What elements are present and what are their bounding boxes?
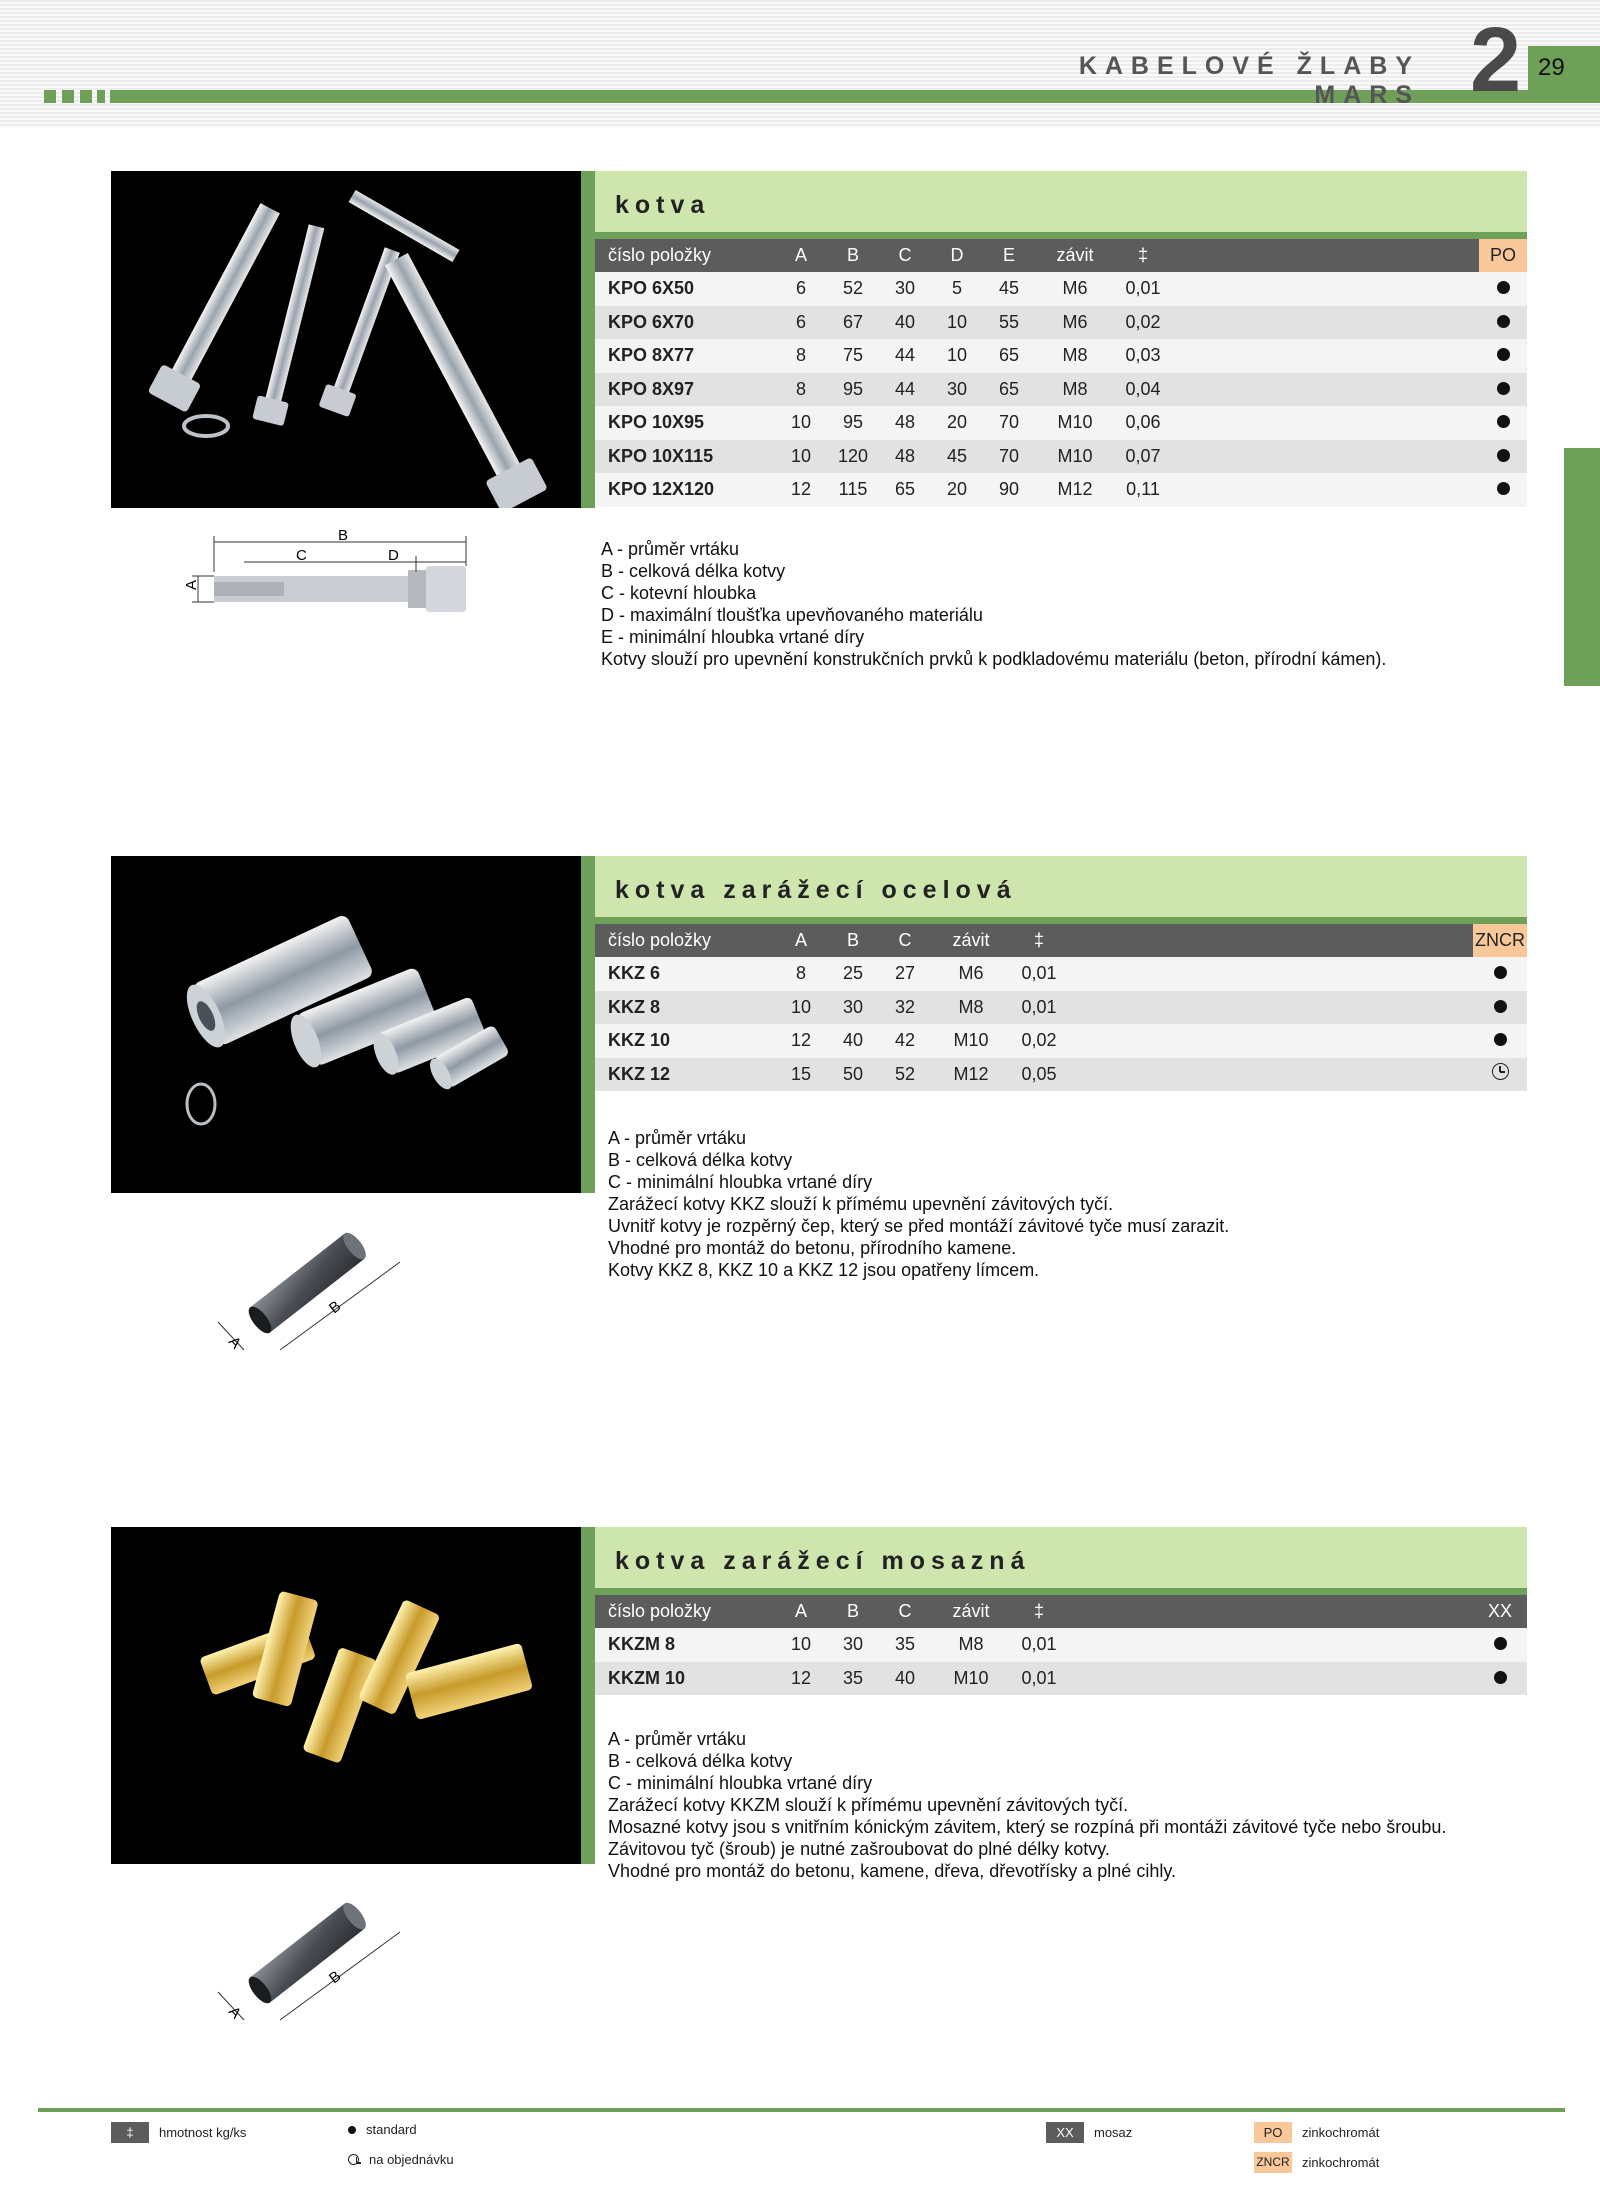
legend-xx <box>1046 2122 1132 2143</box>
cell: 65 <box>894 479 916 500</box>
item-code: KKZ 10 <box>608 1030 671 1051</box>
cell: 52 <box>894 1063 916 1084</box>
standard-dot-icon <box>1494 966 1507 979</box>
col-header: závit <box>1056 245 1094 265</box>
cell: M6 <box>958 963 984 984</box>
note-line: B - celková délka kotvy <box>601 561 786 581</box>
col-header: A <box>794 245 807 265</box>
weight-symbol-icon: ‡ <box>111 2122 149 2143</box>
legend-label: hmotnost kg/ks <box>159 2125 247 2140</box>
note-line: B - celková délka kotvy <box>608 1751 793 1771</box>
note-line: Zarážecí kotvy KKZM slouží k přímému upevnění závitových tyčí. <box>608 1795 1129 1815</box>
dim-label-b: B <box>325 1967 345 1988</box>
col-header: závit <box>952 930 990 950</box>
notes-kkzm <box>608 1728 1446 1882</box>
header-square <box>80 90 92 103</box>
cell: 0,11 <box>1126 479 1160 500</box>
col-header: C <box>898 930 912 950</box>
table-header-row <box>595 1595 1527 1628</box>
product-table <box>595 1595 1527 1695</box>
cell: 6 <box>795 278 806 299</box>
section-kotva <box>595 171 1527 507</box>
chapter-side-tab <box>1564 448 1600 686</box>
cell: 45 <box>998 278 1020 299</box>
cell: 0,05 <box>1021 1063 1057 1084</box>
item-code: KPO 10X95 <box>608 412 705 433</box>
cell: 95 <box>842 412 864 433</box>
cell: 12 <box>790 1030 812 1051</box>
cell: 40 <box>842 1030 864 1051</box>
dim-label-b: B <box>325 1297 345 1318</box>
footer-line <box>38 2108 1565 2112</box>
col-header: číslo položky <box>608 1601 712 1621</box>
note-line: Vhodné pro montáž do betonu, přírodního kamene. <box>608 1238 1017 1258</box>
cell: 44 <box>894 378 916 399</box>
cell: 40 <box>894 1667 916 1688</box>
table-header-row <box>595 924 1527 957</box>
zncr-code-chip: ZNCR <box>1254 2152 1292 2173</box>
dim-label-b: B <box>338 527 349 544</box>
cell: 0,07 <box>1125 445 1161 466</box>
legend-on-order <box>348 2152 454 2167</box>
cell: 67 <box>842 311 864 332</box>
standard-dot-icon <box>1494 1637 1507 1650</box>
cell: 10 <box>790 412 812 433</box>
col-header: E <box>1002 245 1015 265</box>
dim-label-d: D <box>388 547 399 564</box>
col-header: B <box>846 1601 859 1621</box>
table-row <box>595 1628 1527 1662</box>
item-code: KKZ 12 <box>608 1063 671 1084</box>
legend-label: standard <box>366 2122 417 2137</box>
cell: 42 <box>894 1030 916 1051</box>
po-code-chip: PO <box>1254 2122 1292 2143</box>
dim-label-a: A <box>183 579 200 590</box>
cell: 30 <box>946 378 968 399</box>
notes-kotva <box>601 538 1386 670</box>
product-table <box>595 239 1527 507</box>
cell: 10 <box>790 445 812 466</box>
cell: 35 <box>894 1634 916 1655</box>
legend-standard <box>348 2122 417 2137</box>
cell: 10 <box>790 996 812 1017</box>
cell: 48 <box>894 445 916 466</box>
weight-col-header: ‡ <box>1033 930 1044 950</box>
cell: M12 <box>953 1063 989 1084</box>
standard-dot-icon <box>348 2126 356 2134</box>
cell: 5 <box>951 278 962 299</box>
note-line: Zarážecí kotvy KKZ slouží k přímému upevnění závitových tyčí. <box>608 1194 1114 1214</box>
table-row <box>595 406 1527 440</box>
note-line: A - průměr vrtáku <box>608 1729 747 1749</box>
item-code: KKZM 8 <box>608 1634 675 1655</box>
cell: M10 <box>1057 412 1093 433</box>
cell: 0,04 <box>1125 378 1161 399</box>
cell: 95 <box>842 378 864 399</box>
note-line: Závitovou tyč (šroub) je nutné zašroubovat do plné délky kotvy. <box>608 1839 1110 1859</box>
table-row <box>595 991 1527 1025</box>
col-header: D <box>950 245 964 265</box>
note-line: A - průměr vrtáku <box>601 539 740 559</box>
kkz-dimension-diagram <box>210 1210 430 1360</box>
cell: 48 <box>894 412 916 433</box>
standard-dot-icon <box>1497 348 1510 361</box>
cell: 70 <box>998 445 1020 466</box>
table-header-row <box>595 239 1527 272</box>
cell: 120 <box>837 445 869 466</box>
cell: 8 <box>795 345 806 366</box>
cell: M8 <box>958 1634 984 1655</box>
finish-code-header: XX <box>1487 1601 1512 1621</box>
col-header: A <box>794 930 807 950</box>
weight-col-header: ‡ <box>1137 245 1148 265</box>
cell: M8 <box>958 996 984 1017</box>
cell: 8 <box>795 963 806 984</box>
cell: 30 <box>894 278 916 299</box>
header-square <box>62 90 74 103</box>
legend-weight <box>111 2122 246 2143</box>
product-photo-kkzm <box>111 1527 581 1864</box>
table-row <box>595 440 1527 474</box>
note-line: C - minimální hloubka vrtané díry <box>608 1172 873 1192</box>
dim-label-a: A <box>225 2003 245 2023</box>
col-header: závit <box>952 1601 990 1621</box>
cell: 44 <box>894 345 916 366</box>
item-code: KPO 8X77 <box>608 345 695 366</box>
cell: 0,06 <box>1125 412 1161 433</box>
cell: 30 <box>842 1634 864 1655</box>
page-number: 29 <box>1528 46 1600 90</box>
cell: 50 <box>842 1063 864 1084</box>
standard-dot-icon <box>1497 315 1510 328</box>
note-line: B - celková délka kotvy <box>608 1150 793 1170</box>
section-divider <box>581 171 595 508</box>
cell: 0,01 <box>1021 1667 1057 1688</box>
cell: 12 <box>790 479 812 500</box>
item-code: KPO 6X50 <box>608 278 695 299</box>
standard-dot-icon <box>1497 449 1510 462</box>
cell: 40 <box>894 311 916 332</box>
standard-dot-icon <box>1494 1671 1507 1684</box>
dim-label-a: A <box>225 1333 245 1353</box>
cell: 0,01 <box>1125 278 1161 299</box>
table-row <box>595 1058 1527 1092</box>
item-code: KKZ 8 <box>608 996 661 1017</box>
header-square <box>44 90 56 103</box>
cell: M8 <box>1062 378 1088 399</box>
cell: M10 <box>1057 445 1093 466</box>
table-row <box>595 373 1527 407</box>
note-line: E - minimální hloubka vrtané díry <box>601 627 865 647</box>
col-spacer <box>1067 924 1473 957</box>
cell: 65 <box>998 345 1020 366</box>
cell: 20 <box>946 412 968 433</box>
cell: 90 <box>998 479 1020 500</box>
item-code: KPO 8X97 <box>608 378 695 399</box>
cell: 0,02 <box>1125 311 1161 332</box>
kkzm-dimension-diagram <box>210 1880 430 2030</box>
col-spacer <box>1067 1595 1473 1628</box>
standard-dot-icon <box>1497 281 1510 294</box>
legend-label: zinkochromát <box>1302 2155 1380 2170</box>
note-line: Vhodné pro montáž do betonu, kamene, dřeva, dřevotřísky a plné cihly. <box>608 1861 1176 1881</box>
table-row <box>595 957 1527 991</box>
cell: 0,01 <box>1021 996 1057 1017</box>
cell: M12 <box>1057 479 1093 500</box>
item-code: KKZM 10 <box>608 1667 686 1688</box>
item-code: KPO 6X70 <box>608 311 695 332</box>
legend-zncr <box>1254 2152 1379 2173</box>
cell: 10 <box>946 345 968 366</box>
cell: 35 <box>842 1667 864 1688</box>
clock-icon <box>348 2154 359 2165</box>
table-row <box>595 1024 1527 1058</box>
cell: M10 <box>953 1667 989 1688</box>
cell: M10 <box>953 1030 989 1051</box>
section-title: kotva zarážecí mosazná <box>595 1527 1527 1595</box>
col-header: číslo položky <box>608 245 712 265</box>
cell: M6 <box>1062 311 1088 332</box>
cell: 70 <box>998 412 1020 433</box>
header-square <box>97 90 105 103</box>
legend-label: na objednávku <box>369 2152 454 2167</box>
col-header: C <box>898 245 912 265</box>
cell: 25 <box>842 963 864 984</box>
cell: M6 <box>1062 278 1088 299</box>
section-kkzm <box>595 1527 1527 1695</box>
note-line: Kotvy KKZ 8, KKZ 10 a KKZ 12 jsou opatřeny límcem. <box>608 1260 1040 1280</box>
product-photo-kotva <box>111 171 581 508</box>
section-kkz <box>595 856 1527 1091</box>
table-row <box>595 339 1527 373</box>
cell: 115 <box>838 479 868 500</box>
product-table <box>595 924 1527 1091</box>
col-spacer <box>1171 239 1479 272</box>
product-photo-kkz <box>111 856 581 1193</box>
cell: M8 <box>1062 345 1088 366</box>
cell: 45 <box>946 445 968 466</box>
section-title: kotva <box>595 171 1527 239</box>
standard-dot-icon <box>1494 1000 1507 1013</box>
item-code: KPO 12X120 <box>608 479 715 500</box>
note-line: C - kotevní hloubka <box>601 583 757 603</box>
page-header <box>0 0 1600 128</box>
note-line: D - maximální tloušťka upevňovaného materiálu <box>601 605 983 625</box>
dim-label-c: C <box>296 547 307 564</box>
cell: 8 <box>795 378 806 399</box>
table-row <box>595 306 1527 340</box>
note-line: Kotvy slouží pro upevnění konstrukčních prvků k podkladovému materiálu (beton, přírodní kámen). <box>601 649 1387 669</box>
cell: 15 <box>790 1063 812 1084</box>
finish-code-header: PO <box>1479 239 1527 272</box>
standard-dot-icon <box>1497 415 1510 428</box>
table-row <box>595 1662 1527 1696</box>
cell: 55 <box>998 311 1020 332</box>
standard-dot-icon <box>1497 382 1510 395</box>
xx-code-chip: XX <box>1046 2122 1084 2143</box>
legend-label: mosaz <box>1094 2125 1133 2140</box>
note-line: C - minimální hloubka vrtané díry <box>608 1773 873 1793</box>
cell: 75 <box>842 345 864 366</box>
weight-col-header: ‡ <box>1033 1601 1044 1621</box>
item-code: KKZ 6 <box>608 963 661 984</box>
item-code: KPO 10X115 <box>608 445 714 466</box>
col-header: A <box>794 1601 807 1621</box>
cell: 10 <box>946 311 968 332</box>
cell: 27 <box>894 963 916 984</box>
col-header: B <box>846 930 859 950</box>
cell: 0,02 <box>1021 1030 1057 1051</box>
section-title: kotva zarážecí ocelová <box>595 856 1527 924</box>
table-row <box>595 272 1527 306</box>
catalog-title: KABELOVÉ ŽLABY MARS <box>1078 52 1420 109</box>
cell: 52 <box>842 278 864 299</box>
standard-dot-icon <box>1497 482 1510 495</box>
col-header: B <box>846 245 859 265</box>
table-row <box>595 473 1527 507</box>
cell: 20 <box>946 479 968 500</box>
cell: 0,01 <box>1021 963 1057 984</box>
cell: 10 <box>790 1634 812 1655</box>
legend-po <box>1254 2122 1379 2143</box>
cell: 0,01 <box>1021 1634 1057 1655</box>
notes-kkz <box>608 1127 1229 1281</box>
section-divider <box>581 856 595 1193</box>
on-order-clock-icon <box>1492 1063 1509 1080</box>
cell: 32 <box>894 996 916 1017</box>
finish-code-header: ZNCR <box>1473 924 1527 957</box>
note-line: A - průměr vrtáku <box>608 1128 747 1148</box>
cell: 12 <box>790 1667 812 1688</box>
cell: 0,03 <box>1125 345 1161 366</box>
section-divider <box>581 1527 595 1864</box>
cell: 6 <box>795 311 806 332</box>
cell: 65 <box>998 378 1020 399</box>
col-header: číslo položky <box>608 930 712 950</box>
kotva-dimension-diagram <box>168 522 478 632</box>
col-header: C <box>898 1601 912 1621</box>
note-line: Mosazné kotvy jsou s vnitřním kónickým závitem, který se rozpíná při montáži závitové tyče nebo šroubu. <box>608 1817 1447 1837</box>
legend-label: zinkochromát <box>1302 2125 1380 2140</box>
note-line: Uvnitř kotvy je rozpěrný čep, který se před montáží závitové tyče musí zarazit. <box>608 1216 1230 1236</box>
standard-dot-icon <box>1494 1033 1507 1046</box>
cell: 30 <box>842 996 864 1017</box>
chapter-number: 2 <box>1470 9 1522 111</box>
